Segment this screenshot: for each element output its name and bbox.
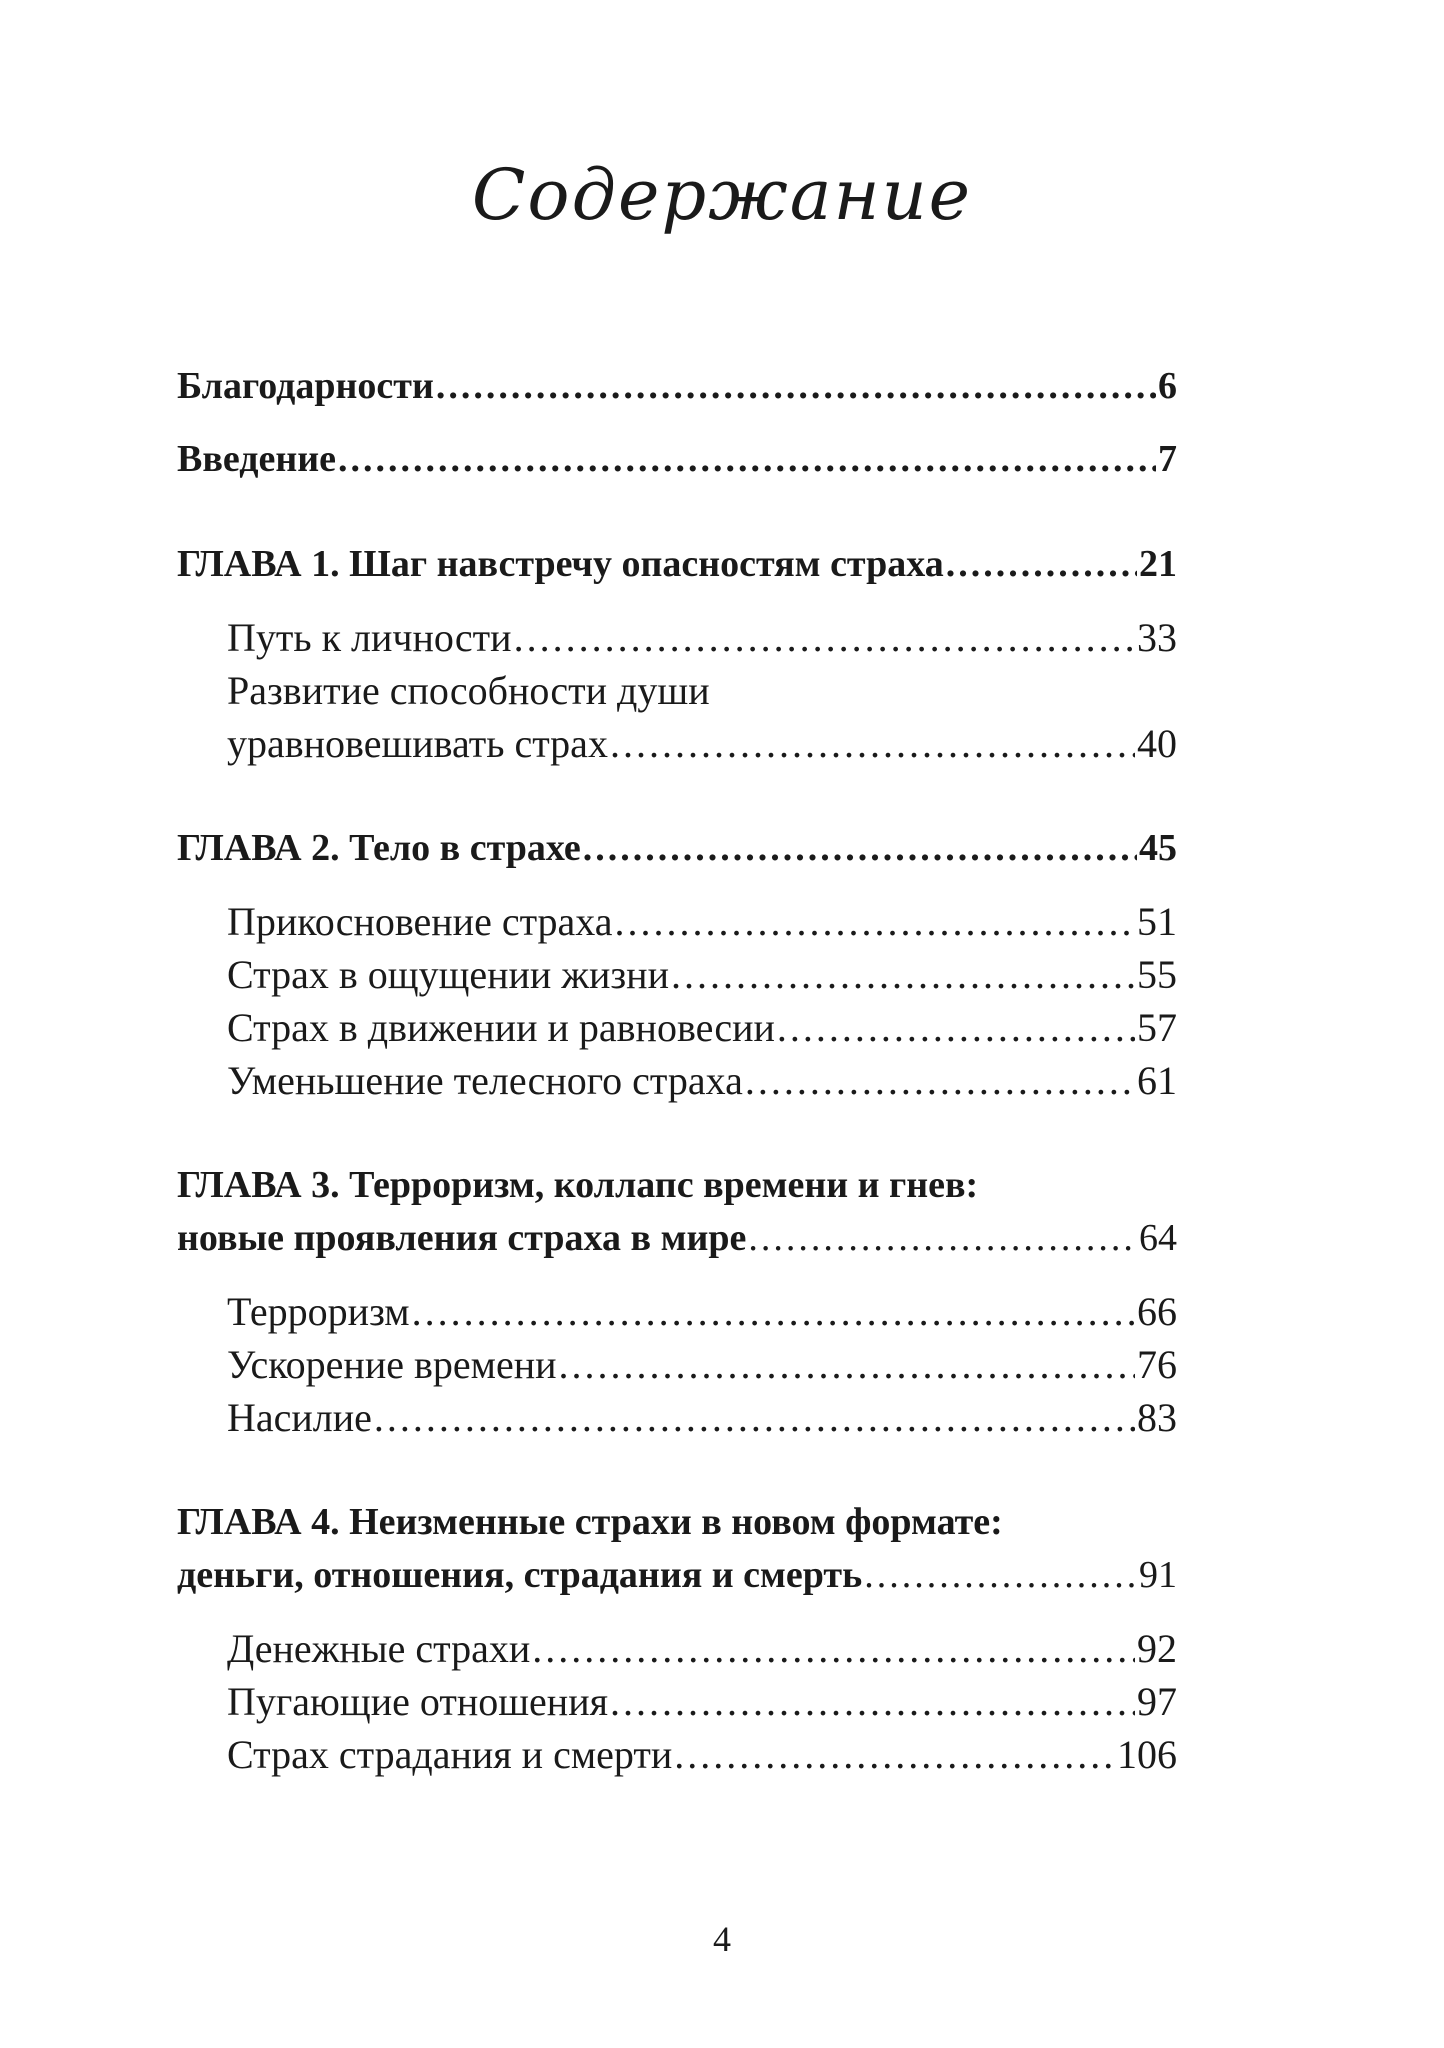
toc-chapter-2[interactable]	[177, 822, 1177, 875]
toc-entry-page: 40	[1137, 721, 1177, 766]
toc-section[interactable]	[177, 1338, 1177, 1391]
toc-section[interactable]	[177, 1001, 1177, 1054]
dot-leader	[374, 1391, 1135, 1444]
toc-entry-page: 64	[1139, 1217, 1177, 1259]
toc-entry-page: 51	[1137, 899, 1177, 944]
dot-leader	[674, 1728, 1115, 1781]
dot-leader	[436, 360, 1156, 413]
toc-entry-page: 61	[1137, 1058, 1177, 1103]
toc-entry-title: Введение	[177, 438, 336, 480]
dot-leader	[610, 717, 1135, 770]
toc-entry-title: Благодарности	[177, 365, 434, 407]
toc-section[interactable]	[177, 1675, 1177, 1728]
toc-entry-page: 76	[1137, 1342, 1177, 1387]
toc-entry-page: 66	[1137, 1289, 1177, 1334]
dot-leader	[946, 538, 1137, 591]
dot-leader	[615, 895, 1135, 948]
toc-entry-page: 21	[1139, 543, 1177, 585]
dot-leader	[583, 822, 1137, 875]
toc-entry-page: 55	[1137, 952, 1177, 997]
dot-leader	[610, 1675, 1135, 1728]
page-title: Содержание	[471, 154, 973, 236]
toc-section-multiline[interactable]	[177, 664, 1177, 770]
toc-section[interactable]	[177, 895, 1177, 948]
dot-leader	[559, 1338, 1135, 1391]
dot-leader	[532, 1622, 1135, 1675]
toc-entry-title: Страх страдания и смерти	[227, 1732, 673, 1777]
toc-entry-title-line1: ГЛАВА 3. Терроризм, коллапс времени и гнев:	[177, 1164, 979, 1206]
dot-leader	[748, 1212, 1137, 1265]
toc-chapter-3[interactable]	[177, 1159, 1177, 1265]
toc-section[interactable]	[177, 1622, 1177, 1675]
toc-section[interactable]	[177, 611, 1177, 664]
toc-entry-title: Денежные страхи	[227, 1626, 531, 1671]
toc-entry-introduction[interactable]	[177, 433, 1177, 486]
toc-entry-page: 45	[1139, 827, 1177, 869]
toc-entry-page: 6	[1158, 365, 1177, 407]
dot-leader	[777, 1001, 1135, 1054]
toc-entry-title-line2: уравновешивать страх	[227, 721, 608, 766]
toc-entry-title-line1: ГЛАВА 4. Неизменные страхи в новом формате:	[177, 1501, 1003, 1543]
toc-entry-title: Страх в движении и равновесии	[227, 1005, 775, 1050]
toc-entry-page: 57	[1137, 1005, 1177, 1050]
toc-entry-title-line1: Развитие способности души	[227, 668, 710, 713]
toc-entry-acknowledgements[interactable]	[177, 360, 1177, 413]
toc-chapter-4[interactable]	[177, 1496, 1177, 1602]
page-number: 4	[713, 1919, 731, 1959]
toc-entry-title: Пугающие отношения	[227, 1679, 609, 1724]
toc-entry-page: 33	[1137, 615, 1177, 660]
dot-leader	[514, 611, 1135, 664]
toc-entry-page: 97	[1137, 1679, 1177, 1724]
toc-entry-page: 92	[1137, 1626, 1177, 1671]
toc-chapter-1[interactable]	[177, 538, 1177, 591]
dot-leader	[338, 433, 1156, 486]
toc-section[interactable]	[177, 1728, 1177, 1781]
table-of-contents	[177, 360, 1177, 1781]
toc-entry-title: Терроризм	[227, 1289, 410, 1334]
dot-leader	[864, 1549, 1137, 1602]
toc-section[interactable]	[177, 1285, 1177, 1338]
toc-entry-title: ГЛАВА 2. Тело в страхе	[177, 827, 581, 869]
toc-entry-page: 83	[1137, 1395, 1177, 1440]
dot-leader	[671, 948, 1135, 1001]
toc-entry-page: 91	[1139, 1554, 1177, 1596]
toc-entry-title: Страх в ощущении жизни	[227, 952, 669, 997]
toc-entry-title: Прикосновение страха	[227, 899, 613, 944]
toc-entry-title-line2: деньги, отношения, страдания и смерть	[177, 1554, 863, 1596]
toc-entry-page: 106	[1117, 1732, 1177, 1777]
toc-entry-title: Насилие	[227, 1395, 372, 1440]
toc-entry-title: ГЛАВА 1. Шаг навстречу опасностям страха	[177, 543, 944, 585]
toc-section[interactable]	[177, 948, 1177, 1001]
toc-entry-title: Ускорение времени	[227, 1342, 557, 1387]
dot-leader	[745, 1054, 1135, 1107]
toc-section[interactable]	[177, 1391, 1177, 1444]
toc-section[interactable]	[177, 1054, 1177, 1107]
toc-entry-page: 7	[1158, 438, 1177, 480]
dot-leader	[412, 1285, 1135, 1338]
toc-entry-title: Уменьшение телесного страха	[227, 1058, 743, 1103]
toc-entry-title-line2: новые проявления страха в мире	[177, 1217, 747, 1259]
toc-entry-title: Путь к личности	[227, 615, 512, 660]
